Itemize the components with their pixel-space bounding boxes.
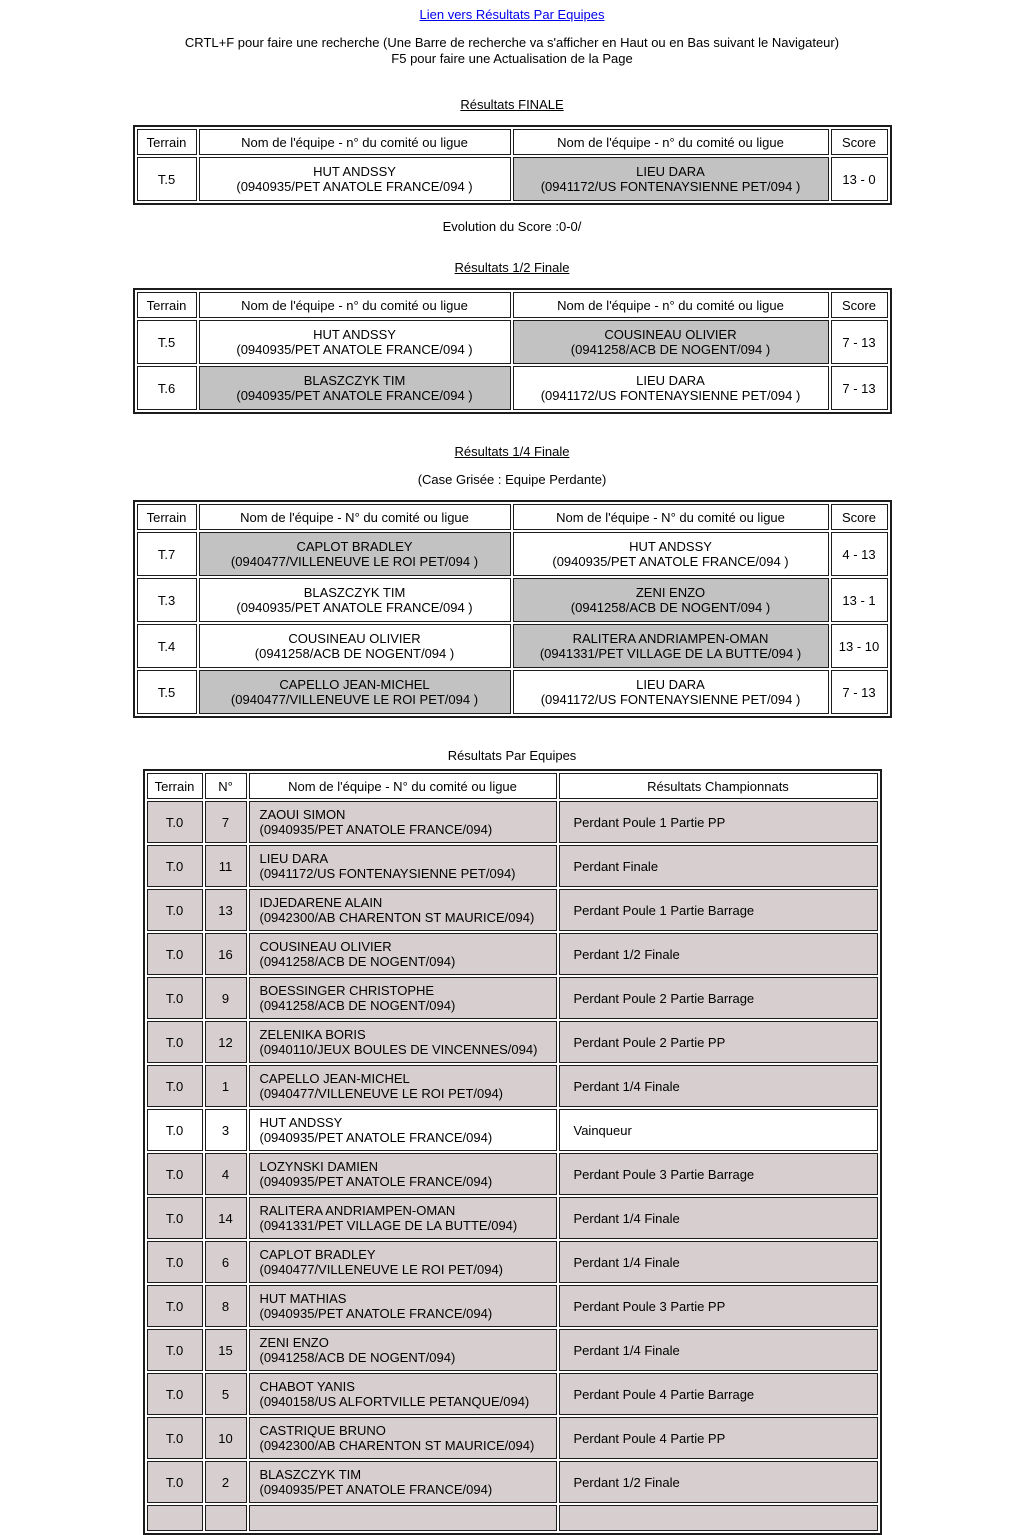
team-cell [199,532,511,576]
table-row [147,1021,878,1063]
num-cell: 9 [205,977,247,1019]
score-cell: 13 - 10 [831,624,888,668]
team-cell [199,670,511,714]
score-cell: 7 - 13 [831,366,888,410]
result-cell: Perdant Poule 2 Partie Barrage [559,977,878,1019]
name-cell [249,889,557,931]
table-row [147,1109,878,1151]
score-cell: 7 - 13 [831,320,888,364]
table-row [137,578,888,622]
terrain-cell: T.0 [147,1241,203,1283]
team-name: HUT MATHIAS [259,1291,347,1306]
team-club: (0941258/ACB DE NOGENT/094 ) [254,646,455,661]
team-club: (0940158/US ALFORTVILLE PETANQUE/094) [259,1394,530,1409]
column-header-terrain: Terrain [137,129,197,155]
result-cell: Perdant Finale [559,845,878,887]
team-club: (0940477/VILLENEUVE LE ROI PET/094 ) [230,554,479,569]
team-name: RALITERA ANDRIAMPEN-OMAN [572,631,769,646]
terrain-cell: T.0 [147,1461,203,1503]
num-cell: 13 [205,889,247,931]
team-cell [199,578,511,622]
terrain-cell: T.5 [137,320,197,364]
team-club: (0940935/PET ANATOLE FRANCE/094 ) [552,554,789,569]
num-cell: 12 [205,1021,247,1063]
table-row [137,320,888,364]
result-cell: Perdant 1/4 Finale [559,1197,878,1239]
quart-finale-title: Résultats 1/4 Finale [454,444,570,459]
terrain-cell: T.0 [147,933,203,975]
table-row-partial [147,1505,878,1531]
column-header-terrain: Terrain [147,773,203,799]
team-club: (0941258/ACB DE NOGENT/094 ) [570,342,771,357]
name-cell [249,1065,557,1107]
num-cell [205,1505,247,1531]
team-club: (0940935/PET ANATOLE FRANCE/094) [259,1306,493,1321]
team-name: ZAOUI SIMON [259,807,346,822]
result-cell: Perdant 1/2 Finale [559,933,878,975]
name-cell [249,1109,557,1151]
num-cell: 14 [205,1197,247,1239]
terrain-cell: T.0 [147,1417,203,1459]
table-row [147,1461,878,1503]
table-row [137,157,888,201]
name-cell [249,1285,557,1327]
table-row [147,1197,878,1239]
team-club: (0941172/US FONTENAYSIENNE PET/094 ) [540,388,801,403]
result-cell: Vainqueur [559,1109,878,1151]
team-cell [513,320,829,364]
column-header-score: Score [831,292,888,318]
table-row [147,1329,878,1371]
team-name: CAPELLO JEAN-MICHEL [279,677,430,692]
link-resultats-par-equipes[interactable]: Lien vers Résultats Par Equipes [419,7,605,22]
table-row [137,366,888,410]
result-cell: Perdant Poule 1 Partie Barrage [559,889,878,931]
finale-title: Résultats FINALE [460,97,564,112]
terrain-cell: T.0 [147,889,203,931]
team-name: IDJEDARENE ALAIN [259,895,383,910]
table-row [147,1065,878,1107]
num-cell: 7 [205,801,247,843]
terrain-cell: T.0 [147,1021,203,1063]
team-name: BLASZCZYK TIM [303,585,406,600]
column-header-team2: Nom de l'équipe - N° du comité ou ligue [513,504,829,530]
table-row [147,977,878,1019]
result-cell: Perdant Poule 2 Partie PP [559,1021,878,1063]
table-row [147,1417,878,1459]
instructions-line-2: F5 pour faire une Actualisation de la Page [391,51,633,66]
team-club: (0941172/US FONTENAYSIENNE PET/094 ) [540,692,801,707]
num-cell: 5 [205,1373,247,1415]
table-header-row [137,292,888,318]
terrain-cell: T.6 [137,366,197,410]
table-row [137,624,888,668]
name-cell [249,1417,557,1459]
column-header-team2: Nom de l'équipe - n° du comité ou ligue [513,292,829,318]
team-name: LIEU DARA [259,851,329,866]
team-club: (0941172/US FONTENAYSIENNE PET/094 ) [540,179,801,194]
column-header-team1: Nom de l'équipe - n° du comité ou ligue [199,129,511,155]
terrain-cell: T.0 [147,801,203,843]
team-club: (0940935/PET ANATOLE FRANCE/094 ) [236,388,473,403]
team-cell [199,157,511,201]
terrain-cell: T.0 [147,845,203,887]
column-header-team1: Nom de l'équipe - n° du comité ou ligue [199,292,511,318]
team-club: (0940110/JEUX BOULES DE VINCENNES/094) [259,1042,538,1057]
num-cell: 6 [205,1241,247,1283]
team-club: (0940935/PET ANATOLE FRANCE/094 ) [236,179,473,194]
table-header-row [137,129,888,155]
table-header-row [147,773,878,799]
team-name: ZENI ENZO [635,585,706,600]
name-cell [249,1461,557,1503]
grise-note: (Case Grisée : Equipe Perdante) [417,472,607,487]
team-name: CAPLOT BRADLEY [296,539,413,554]
team-club: (0940935/PET ANATOLE FRANCE/094) [259,1482,493,1497]
table-row [147,1241,878,1283]
name-cell [249,1241,557,1283]
team-cell [513,578,829,622]
column-header-name: Nom de l'équipe - N° du comité ou ligue [249,773,557,799]
team-club: (0940477/VILLENEUVE LE ROI PET/094) [259,1262,504,1277]
table-row [147,889,878,931]
terrain-cell [147,1505,203,1531]
table-row [147,845,878,887]
column-header-terrain: Terrain [137,504,197,530]
team-club: (0941331/PET VILLAGE DE LA BUTTE/094) [259,1218,518,1233]
team-cell [513,157,829,201]
name-cell [249,1505,557,1531]
result-cell [559,1505,878,1531]
team-name: ZENI ENZO [259,1335,329,1350]
result-cell: Perdant 1/4 Finale [559,1241,878,1283]
name-cell [249,1197,557,1239]
num-cell: 1 [205,1065,247,1107]
team-name: COUSINEAU OLIVIER [259,939,392,954]
num-cell: 15 [205,1329,247,1371]
table-row [147,933,878,975]
team-name: HUT ANDSSY [313,327,396,342]
team-name: COUSINEAU OLIVIER [604,327,737,342]
table-row [137,532,888,576]
name-cell [249,1373,557,1415]
terrain-cell: T.0 [147,1197,203,1239]
par-equipes-title: Résultats Par Equipes [447,748,577,763]
table-row [137,670,888,714]
team-club: (0940935/PET ANATOLE FRANCE/094 ) [236,600,473,615]
column-header-num: N° [205,773,247,799]
team-name: LIEU DARA [636,677,705,692]
result-cell: Perdant Poule 3 Partie PP [559,1285,878,1327]
team-club: (0940477/VILLENEUVE LE ROI PET/094) [259,1086,504,1101]
team-club: (0940935/PET ANATOLE FRANCE/094) [259,1174,493,1189]
terrain-cell: T.0 [147,1329,203,1371]
team-name: CAPELLO JEAN-MICHEL [259,1071,410,1086]
team-name: LOZYNSKI DAMIEN [259,1159,378,1174]
table-row [147,1373,878,1415]
team-club: (0940935/PET ANATOLE FRANCE/094) [259,822,493,837]
name-cell [249,845,557,887]
num-cell: 10 [205,1417,247,1459]
team-club: (0941258/ACB DE NOGENT/094 ) [570,600,771,615]
team-cell [513,532,829,576]
team-name: COUSINEAU OLIVIER [288,631,421,646]
team-cell [199,320,511,364]
column-header-score: Score [831,504,888,530]
num-cell: 8 [205,1285,247,1327]
terrain-cell: T.0 [147,1153,203,1195]
finale-table [133,125,892,205]
team-cell [199,366,511,410]
column-header-terrain: Terrain [137,292,197,318]
team-cell [513,366,829,410]
num-cell: 11 [205,845,247,887]
par-equipes-table [143,769,882,1535]
terrain-cell: T.0 [147,977,203,1019]
terrain-cell: T.4 [137,624,197,668]
team-name: BLASZCZYK TIM [303,373,406,388]
table-row [147,801,878,843]
name-cell [249,977,557,1019]
column-header-score: Score [831,129,888,155]
team-name: RALITERA ANDRIAMPEN-OMAN [259,1203,456,1218]
name-cell [249,933,557,975]
demi-finale-title: Résultats 1/2 Finale [454,260,570,275]
team-name: HUT ANDSSY [313,164,396,179]
team-cell [513,624,829,668]
result-cell: Perdant 1/2 Finale [559,1461,878,1503]
quart-finale-table [133,500,892,718]
team-name: ZELENIKA BORIS [259,1027,366,1042]
team-name: BOESSINGER CHRISTOPHE [259,983,435,998]
table-row [147,1285,878,1327]
num-cell: 2 [205,1461,247,1503]
score-cell: 7 - 13 [831,670,888,714]
team-name: HUT ANDSSY [259,1115,343,1130]
team-club: (0942300/AB CHARENTON ST MAURICE/094) [259,910,535,925]
num-cell: 16 [205,933,247,975]
terrain-cell: T.3 [137,578,197,622]
column-header-team2: Nom de l'équipe - n° du comité ou ligue [513,129,829,155]
instructions-line-1: CRTL+F pour faire une recherche (Une Barre de recherche va s'afficher en Haut ou en Bas suivant le Navigateur) [184,35,840,50]
column-header-team1: Nom de l'équipe - N° du comité ou ligue [199,504,511,530]
name-cell [249,801,557,843]
team-cell [199,624,511,668]
team-club: (0941331/PET VILLAGE DE LA BUTTE/094 ) [539,646,802,661]
terrain-cell: T.0 [147,1065,203,1107]
table-row [147,1153,878,1195]
name-cell [249,1153,557,1195]
team-club: (0941258/ACB DE NOGENT/094) [259,954,456,969]
terrain-cell: T.0 [147,1373,203,1415]
team-club: (0941172/US FONTENAYSIENNE PET/094) [259,866,516,881]
num-cell: 4 [205,1153,247,1195]
score-cell: 13 - 1 [831,578,888,622]
terrain-cell: T.0 [147,1285,203,1327]
team-club: (0940477/VILLENEUVE LE ROI PET/094 ) [230,692,479,707]
demi-finale-table [133,288,892,414]
terrain-cell: T.0 [147,1109,203,1151]
terrain-cell: T.5 [137,670,197,714]
score-cell: 13 - 0 [831,157,888,201]
name-cell [249,1021,557,1063]
team-name: CHABOT YANIS [259,1379,355,1394]
team-club: (0941258/ACB DE NOGENT/094) [259,998,456,1013]
team-name: LIEU DARA [636,373,705,388]
team-name: BLASZCZYK TIM [259,1467,362,1482]
team-club: (0940935/PET ANATOLE FRANCE/094) [259,1130,493,1145]
team-club: (0940935/PET ANATOLE FRANCE/094 ) [236,342,473,357]
instructions-block [0,35,1024,67]
team-club: (0942300/AB CHARENTON ST MAURICE/094) [259,1438,535,1453]
team-name: LIEU DARA [636,164,705,179]
evolution-text: Evolution du Score :0-0/ [442,219,582,234]
terrain-cell: T.7 [137,532,197,576]
result-cell: Perdant Poule 4 Partie PP [559,1417,878,1459]
name-cell [249,1329,557,1371]
result-cell: Perdant Poule 1 Partie PP [559,801,878,843]
num-cell: 3 [205,1109,247,1151]
team-cell [513,670,829,714]
terrain-cell: T.5 [137,157,197,201]
result-cell: Perdant 1/4 Finale [559,1065,878,1107]
team-name: HUT ANDSSY [629,539,712,554]
table-header-row [137,504,888,530]
team-name: CASTRIQUE BRUNO [259,1423,386,1438]
column-header-results: Résultats Championnats [559,773,878,799]
result-cell: Perdant 1/4 Finale [559,1329,878,1371]
team-club: (0941258/ACB DE NOGENT/094) [259,1350,456,1365]
score-cell: 4 - 13 [831,532,888,576]
team-name: CAPLOT BRADLEY [259,1247,376,1262]
result-cell: Perdant Poule 4 Partie Barrage [559,1373,878,1415]
result-cell: Perdant Poule 3 Partie Barrage [559,1153,878,1195]
